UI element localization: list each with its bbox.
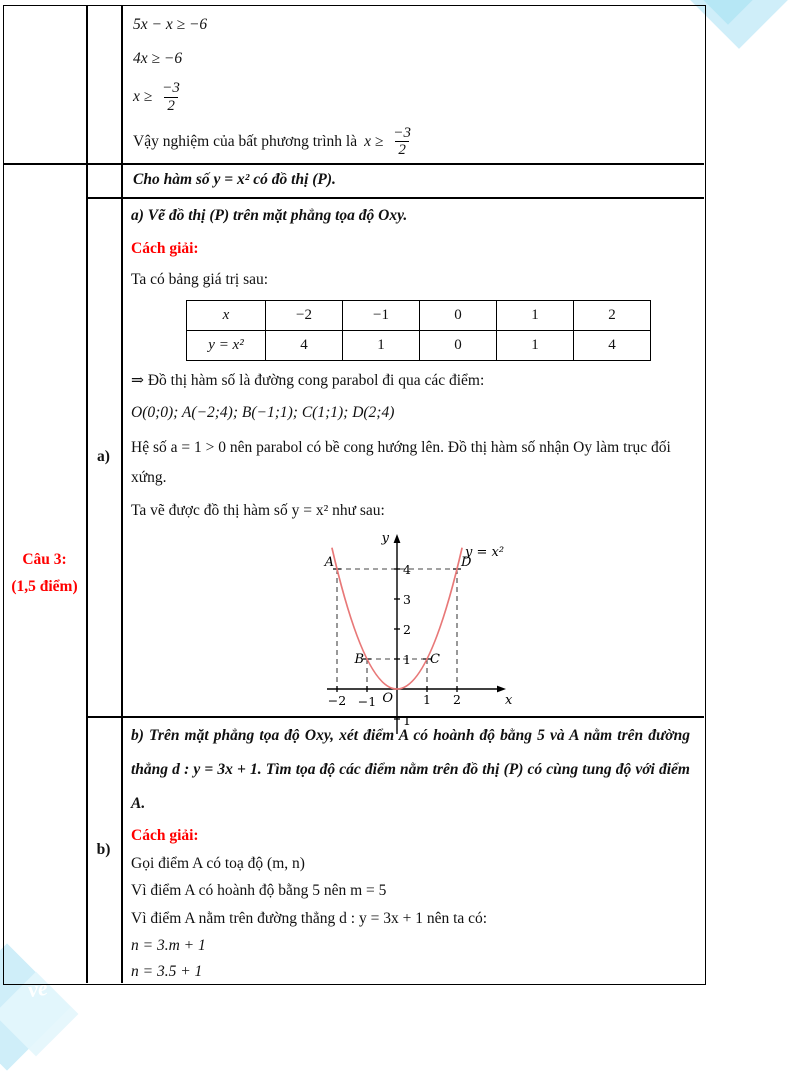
points-list: O(0;0); A(−2;4); B(−1;1); C(1;1); D(2;4): [131, 404, 395, 421]
watermark-fragment: ve: [26, 974, 50, 1003]
value-table-intro: Ta có bảng giá trị sau:: [131, 271, 269, 288]
part-a-title: a) Vẽ đồ thị (P) trên mặt phẳng tọa độ Oxy.: [131, 207, 408, 224]
part-a-solution-cell: [121, 197, 704, 728]
part-b-label: b): [96, 840, 111, 858]
value-table-cell: 1: [343, 331, 420, 361]
value-table-cell: 2: [574, 301, 651, 331]
fraction-denominator: 2: [395, 141, 409, 159]
value-table-cell: x: [187, 301, 266, 331]
part-b-solution-cell: [121, 716, 704, 983]
part-a-label-cell: [86, 197, 121, 716]
x-axis-arrow-icon: [497, 686, 506, 693]
value-table-value-row: [187, 331, 651, 361]
inequality-step-1: 5x − x ≥ −6: [133, 16, 208, 33]
y-tick-label: 1: [403, 652, 411, 667]
axes: [327, 541, 499, 734]
point-label-B: B: [354, 652, 364, 667]
value-table-cell: −2: [266, 301, 343, 331]
part-b-step-5: n = 3.5 + 1: [131, 963, 203, 980]
conclusion-lhs: x ≥: [364, 132, 384, 150]
graph-intro: Ta vẽ được đồ thị hàm số y = x² như sau:: [131, 502, 385, 519]
point-label-D: D: [461, 555, 472, 570]
origin-label: O: [382, 691, 393, 706]
x-tick-label: −1: [357, 694, 377, 709]
parabola-graph-svg: [309, 529, 514, 739]
question-number-cell: [3, 163, 86, 983]
y-tick-label: 2: [403, 622, 411, 637]
fraction-numerator: −3: [393, 124, 411, 141]
part-b-step-3: Vì điểm A nằm trên đường thẳng d : y = 3x + 1 nên ta có:: [131, 910, 488, 927]
question-number: Câu 3:: [22, 550, 67, 568]
value-table-cell: 0: [420, 331, 497, 361]
part-b-step-4: n = 3.m + 1: [131, 937, 206, 954]
conclusion-text: Vậy nghiệm của bất phương trình là: [133, 132, 358, 150]
value-table: [186, 300, 651, 361]
curve-label: y = x²: [465, 545, 505, 560]
value-table-cell: 1: [497, 301, 574, 331]
value-table-cell: 0: [420, 301, 497, 331]
part-b-step-2: Vì điểm A có hoành độ bằng 5 nên m = 5: [131, 882, 387, 899]
part-a-label: a): [97, 447, 110, 465]
fraction-numerator: −3: [162, 80, 180, 96]
problem-statement: Cho hàm số y = x² có đồ thị (P).: [133, 171, 336, 188]
y-axis-label: y: [381, 531, 389, 546]
inequality-lhs: x ≥: [133, 88, 153, 106]
part-b-title: b) Trên mặt phẳng tọa độ Oxy, xét điểm A có hoành độ bằng 5 và A nằm trên đường thẳng d : y = 3x + 1. Tìm tọa độ các điểm nằm trên đồ thị (P) có cùng tung độ với điểm A.: [131, 727, 690, 812]
value-table-cell: 1: [497, 331, 574, 361]
y-axis-arrow-icon: [394, 534, 401, 543]
x-tick-label: 1: [423, 692, 431, 707]
value-table-cell: 4: [574, 331, 651, 361]
problem-statement-cell: [121, 163, 704, 197]
question-points: (1,5 điểm): [11, 577, 78, 595]
parabola-graph: [309, 529, 694, 744]
fraction-denominator: 2: [164, 97, 178, 115]
fraction: [390, 125, 414, 160]
fraction: [159, 80, 183, 115]
below-origin-tick-label: 1: [403, 713, 411, 728]
x-tick-label: −2: [327, 693, 347, 708]
point-label-C: C: [430, 652, 440, 667]
y-tick-label: 3: [403, 592, 411, 607]
value-table-cell: 4: [266, 331, 343, 361]
part-b-step-1: Gọi điểm A có toạ độ (m, n): [131, 855, 305, 872]
method-label: Cách giải:: [131, 240, 199, 257]
coefficient-note: Hệ số a = 1 > 0 nên parabol có bề cong hướng lên. Đồ thị hàm số nhận Oy làm trục đối xứng.: [131, 439, 671, 486]
value-table-cell: −1: [343, 301, 420, 331]
inequality-step-3: [133, 80, 692, 115]
inequality-step-2: 4x ≥ −6: [133, 50, 183, 67]
y-tick-label: 4: [403, 562, 411, 577]
part-b-label-cell: [86, 716, 121, 983]
points-intro: ⇒ Đồ thị hàm số là đường cong parabol đi qua các điểm:: [131, 372, 485, 389]
value-table-header-row: [187, 301, 651, 331]
inequality-conclusion: [133, 125, 692, 160]
x-tick-label: 2: [453, 692, 461, 707]
point-label-A: A: [324, 555, 334, 570]
value-table-cell: y = x²: [187, 331, 266, 361]
method-label: Cách giải:: [131, 827, 199, 844]
x-axis-label: x: [505, 693, 513, 708]
inequality-solution-cell: [121, 5, 704, 163]
